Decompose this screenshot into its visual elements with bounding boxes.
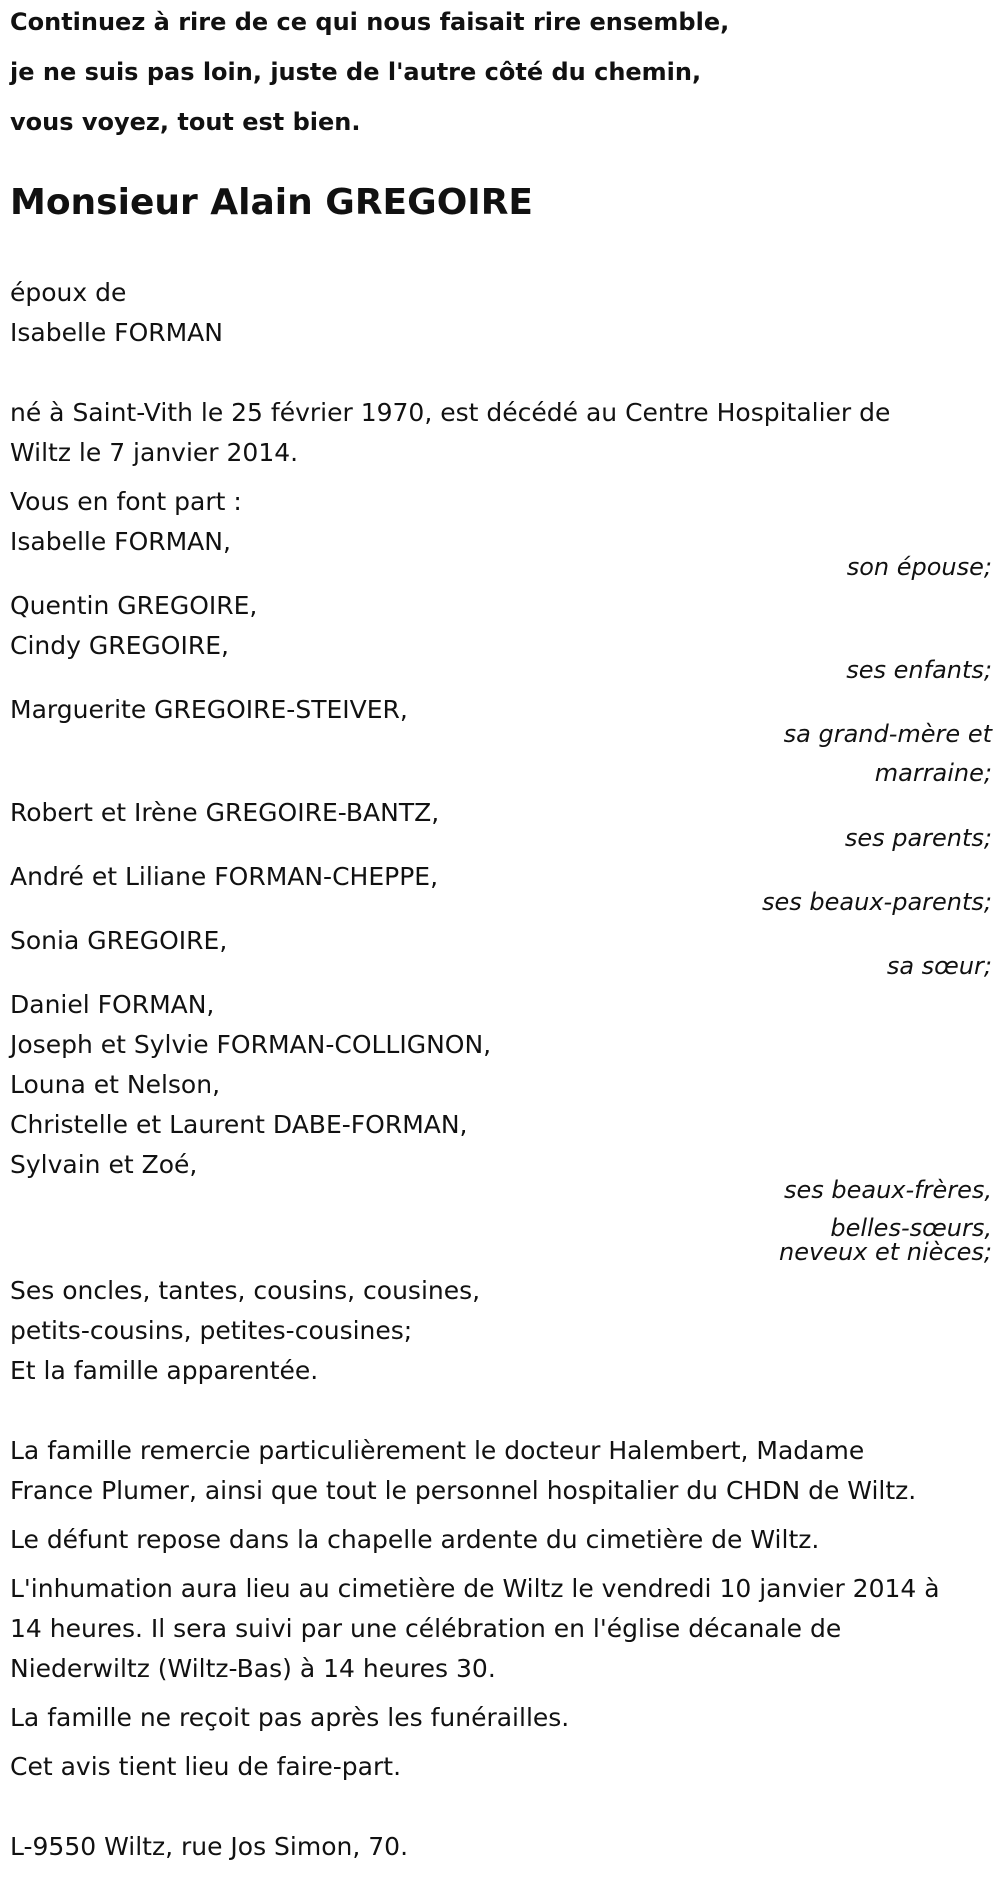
family-name: Christelle et Laurent DABE-FORMAN, [10,1110,468,1139]
family-name: Robert et Irène GREGOIRE-BANTZ, [10,798,440,827]
spouse-label: époux de [10,278,127,307]
family-role: belles-sœurs, [830,1214,992,1242]
family-name: Daniel FORMAN, [10,990,215,1019]
family-role: sa grand-mère et [783,720,992,748]
family-role: neveux et nièces; [779,1238,992,1266]
rest-location: Le défunt repose dans la chapelle ardente du cimetière de Wiltz. [10,1525,820,1554]
family-role: sa sœur; [886,952,992,980]
other-relatives-line: Ses oncles, tantes, cousins, cousines, [10,1276,481,1305]
family-name: Cindy GREGOIRE, [10,631,229,660]
quote-line-1: Continuez à rire de ce qui nous faisait rire ensemble, [10,8,730,36]
other-relatives-line: Et la famille apparentée. [10,1356,319,1385]
family-role: ses parents; [844,824,992,852]
thanks-line-1: La famille remercie particulièrement le docteur Halembert, Madame [10,1436,865,1465]
family-role: ses beaux-frères, [783,1176,992,1204]
other-relatives-line: petits-cousins, petites-cousines; [10,1316,413,1345]
family-name: Joseph et Sylvie FORMAN-COLLIGNON, [10,1030,492,1059]
notice-statement: Cet avis tient lieu de faire-part. [10,1752,402,1781]
birth-death-line-2: Wiltz le 7 janvier 2014. [10,438,299,467]
burial-line-2: 14 heures. Il sera suivi par une célébration en l'église décanale de [10,1614,842,1643]
quote-line-3: vous voyez, tout est bien. [10,108,361,136]
family-name: Sylvain et Zoé, [10,1150,198,1179]
family-role: son épouse; [846,553,992,581]
thanks-line-2: France Plumer, ainsi que tout le personnel hospitalier du CHDN de Wiltz. [10,1476,917,1505]
quote-line-2: je ne suis pas loin, juste de l'autre côté du chemin, [10,58,702,86]
family-name: Louna et Nelson, [10,1070,221,1099]
family-name: Marguerite GREGOIRE-STEIVER, [10,695,408,724]
family-name: Isabelle FORMAN, [10,527,231,556]
burial-line-1: L'inhumation aura lieu au cimetière de Wiltz le vendredi 10 janvier 2014 à [10,1574,940,1603]
announcement-intro: Vous en font part : [10,487,242,516]
no-reception: La famille ne reçoit pas après les funérailles. [10,1703,570,1732]
family-role: marraine; [874,759,992,787]
family-name: André et Liliane FORMAN-CHEPPE, [10,862,439,891]
family-role: ses beaux-parents; [762,888,992,916]
spouse-name: Isabelle FORMAN [10,318,223,347]
address: L-9550 Wiltz, rue Jos Simon, 70. [10,1832,409,1861]
family-name: Sonia GREGOIRE, [10,926,228,955]
burial-line-3: Niederwiltz (Wiltz-Bas) à 14 heures 30. [10,1654,496,1683]
family-role: ses enfants; [846,656,992,684]
birth-death-line-1: né à Saint-Vith le 25 février 1970, est décédé au Centre Hospitalier de [10,398,891,427]
deceased-name: Monsieur Alain GREGOIRE [10,182,534,223]
family-name: Quentin GREGOIRE, [10,591,258,620]
